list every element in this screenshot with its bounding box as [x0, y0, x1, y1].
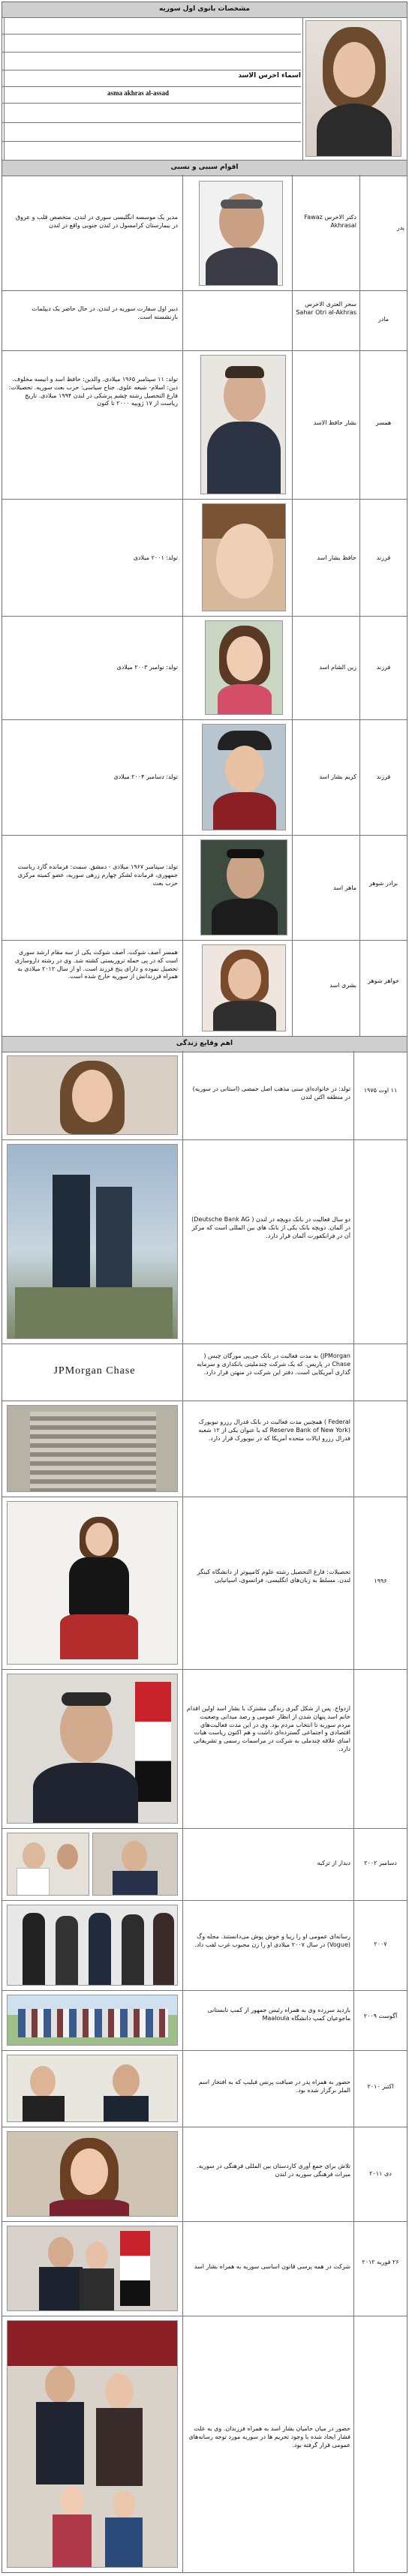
- relation-label: فرزند: [376, 554, 391, 561]
- divider: [2, 1139, 407, 1140]
- event-date: دسامبر ۲۰۰۲: [364, 1860, 397, 1866]
- relative-photo: [200, 839, 287, 935]
- divider: [2, 122, 301, 123]
- divider: [2, 34, 301, 35]
- event-photo: [7, 1833, 89, 1896]
- divider: [2, 1828, 407, 1829]
- relation-label: مادر: [377, 316, 389, 323]
- event-date: اکتبر ۲۰۱۰: [367, 2083, 394, 2090]
- relative-photo: [202, 724, 286, 830]
- jpmorgan-logo: JPMorgan Chase: [53, 1365, 136, 1377]
- divider: [2, 2050, 407, 2051]
- relation-label: پدر: [396, 224, 404, 231]
- relative-photo: [202, 944, 286, 1031]
- event-photo: [7, 1995, 178, 2046]
- event-desc: رسانه‌ای عمومی او را زیبا و خوش پوش می‌دانستند. مجله وگ (Vogue) در سال ۲۰۰۷ میلادی او را زن محبوب غرب لقب داد.: [194, 1933, 350, 1948]
- divider: [2, 350, 407, 351]
- event-desc: بازدید سرزده وی به همراه رئیس جمهور از کمپ تابستانی ماجوعیان کمپ دانشگاه Maaloula: [207, 2007, 350, 2022]
- relative-desc: تولد: نوامبر ۲۰۰۳ میلادی: [116, 664, 178, 671]
- event-desc: تحصیلات: فارغ التحصیل رشته علوم کامپیوتر از دانشگاه کینگز لندن. مسلط به زبان‌های انگلیسی، فرانسوی، اسپانیایی: [197, 1569, 350, 1584]
- profile-name-fa: اسماء اخرس الاسد: [238, 72, 301, 80]
- divider: [359, 175, 360, 1036]
- divider: [2, 2221, 407, 2222]
- event-date: ۱۹۹۶: [374, 1578, 387, 1584]
- divider: [2, 1669, 407, 1670]
- event-photo: [92, 1833, 178, 1896]
- divider: [182, 175, 183, 1036]
- relative-photo: [200, 355, 286, 494]
- relative-desc: تولد: سپتامبر ۱۹۶۷ میلادی - دمشق. سمت: فرمانده گارد ریاست جمهوری، فرمانده لشکر چهارم زرهی سوریه، عضو کمیته مرکزی حزب بعث: [17, 863, 178, 887]
- divider: [2, 1990, 407, 1991]
- event-photo: [7, 1905, 178, 1986]
- relative-name: بشری اسد: [329, 982, 356, 989]
- relatives-header: اقوام سببی و نسبی: [2, 160, 407, 176]
- profile-photo: [305, 20, 401, 157]
- divider: [2, 835, 407, 836]
- relative-name: زین الشام اسد: [319, 664, 356, 671]
- divider: [2, 499, 407, 500]
- event-desc: Federal ) همچنین مدت فعالیت در بانک فدرال رزرو نیویورک (Reserve Bank of New York که با عنوان یکی از ۱۲ شعبه فدرال رزرو ایالات متحده آمریکا که در نیویورک قرار دارد.: [198, 1419, 350, 1442]
- divider: [2, 940, 407, 941]
- divider: [292, 175, 293, 1036]
- event-desc: تولد: در خانواده‌ای سنی مذهب اصل حمصی (استانی در سوریه) در منطقه اکتن لندن: [192, 1085, 350, 1100]
- relative-name: دکتر الاخرس Fawaz Akhrasal: [304, 214, 356, 229]
- event-date: ۲۶ فوریه ۲۰۱۲: [362, 2259, 399, 2265]
- relation-label: همسر: [375, 419, 392, 426]
- relative-desc: مدیر یک موسسه انگلیسی سوری در لندن. متخصص قلب و عروق در بیمارستان کرامسول در لندن جنوبی واقع در لندن: [15, 214, 178, 229]
- divider: [2, 70, 301, 71]
- relative-desc: تولد: ۱۱ سپتامبر ۱۹۶۵ میلادی. والدین: حافظ اسد و انیسه مخلوف. دین: اسلام- شیعه علوی. جناح سیاسی: حزب بعث سوریه. تحصیلات: فارغ التحصیل رشته چشم پزشکی در لندن ۱۹۹۴ میلادی. تاریخ ریاست از ۱۷ ژوییه ۲۰۰۰ تا کنون: [8, 376, 178, 407]
- event-desc: حضور در میان حامیان بشار اسد به همراه فرزندان. وی به علت فشار ایجاد شده با وجود تحریم ها در سوریه مورد توجه رسانه‌های عمومی قرار گرفته بود.: [188, 2425, 350, 2448]
- relative-desc: تولد: ۲۰۰۱ میلادی: [133, 554, 178, 561]
- divider: [2, 616, 407, 617]
- event-date: دی ۲۰۱۱: [369, 2170, 392, 2177]
- divider: [2, 1900, 407, 1901]
- relative-name: بشار حافظ الاسد: [313, 419, 356, 426]
- divider: [2, 141, 301, 142]
- relative-name: حافظ بشار اسد: [317, 554, 356, 561]
- relative-photo: [205, 620, 283, 715]
- page-title: مشخصات بانوی اول سوریه: [2, 2, 407, 18]
- relative-name: سحر العتری الاخرس Sahar Otri al-Akhras: [296, 301, 356, 316]
- event-desc: JPMorgan) به مدت فعالیت در بانک جی‌پی مورگان چیس ( Chase در پاریس. که یک شرکت چندملیتی بانکداری و سرمایه گذاری آمریکایی است. دفتر این شرکت در منهتن قرار دارد.: [197, 1353, 350, 1376]
- event-photo: [7, 2226, 178, 2311]
- divider: [2, 103, 301, 104]
- divider: [182, 1051, 183, 2573]
- event-date: ۲۰۰۷: [374, 1941, 387, 1947]
- event-desc: دو سال فعالیت در بانک دویچه در لندن ( Deutsche Bank AG) در آلمان. دویچه بانک یکی از بانک های بین المللی است که مرکز آن در فرانکفورت آلمان قرار دارد.: [191, 1216, 350, 1239]
- event-photo: [7, 1144, 178, 1339]
- divider: [2, 86, 301, 87]
- event-desc: ازدواج. پس از شکل گیری زندگی مشترک با بشار اسد اولین اقدام خانم اسد پنهان شدن از انظار عمومی و رصد میدانی وضعیت مردم سوریه تا انتخاب مردم بود. وی در این مدت فعالیت‌های اقتصادی و اجتماعی گسترده‌ای داشت و هم اکنون ریاست هیات امنای علاقه چندملی به شرکت در مراسمات رسمی و تشریفاتی دارد.: [186, 1705, 350, 1752]
- relative-photo: [199, 181, 283, 286]
- divider: [2, 290, 407, 291]
- relative-photo: [202, 503, 286, 611]
- event-desc: حضور به همراه پدر در ضیافت پرنس فیلیپ که به افتخار اسم الملر برگزار شده بود.: [198, 2079, 350, 2094]
- event-photo: [7, 2131, 178, 2217]
- relation-label: فرزند: [376, 664, 391, 671]
- event-desc: شرکت در همه پرسی قانون اساسی سوریه به همراه بشار اسد: [194, 2263, 350, 2270]
- event-photo: [7, 2320, 178, 2568]
- divider: [4, 17, 5, 160]
- event-desc: تلاش برای جمع آوری کاردستان بین المللی فرهنگی در سوریه. میراث فرهنگی سوریه در لندن: [196, 2163, 350, 2178]
- event-desc: دیدار از ترکیه: [317, 1860, 350, 1866]
- relative-name: ماهر اسد: [332, 884, 356, 891]
- event-date: آگوست ۲۰۰۹: [363, 2013, 398, 2019]
- relation-label: فرزند: [376, 773, 391, 780]
- relative-desc: تولد: دسامبر ۲۰۰۴ میلادی: [113, 773, 178, 780]
- relative-desc: همسر آصف شوکت. آصف شوکت یکی از سه مقام ارشد سوری است که در پی حمله تروریستی کشته شد. وی در رشته داروسازی تحصیل نموده و دارای پنج فرزند است. او از سال ۲۰۱۲ میلادی به همراه فرزندانش از سوریه خارج شده است.: [14, 949, 178, 980]
- divider: [2, 719, 407, 720]
- event-date: ۱۱ اوت ۱۹۷۵: [363, 1087, 398, 1094]
- event-photo: [7, 2055, 178, 2122]
- event-photo: [7, 1405, 178, 1492]
- events-header: اهم وقایع زندگی: [2, 1036, 407, 1052]
- relative-name: کریم بشار اسد: [319, 773, 356, 780]
- relation-label: خواهر شوهر: [368, 977, 399, 984]
- profile-sheet: [2, 2, 407, 2573]
- event-photo: [7, 1501, 178, 1665]
- divider: [302, 17, 303, 160]
- profile-name-en: asma akhras al-assad: [107, 89, 170, 97]
- event-photo: [7, 1674, 178, 1824]
- divider: [2, 52, 301, 53]
- divider: [353, 1051, 354, 2573]
- relative-desc: دبیر اول سفارت سوریه در لندن. در حال حاضر یک دیپلمات بازنشسته است.: [32, 305, 178, 320]
- event-photo: [7, 1055, 178, 1135]
- relation-label: برادر شوهر: [368, 880, 398, 887]
